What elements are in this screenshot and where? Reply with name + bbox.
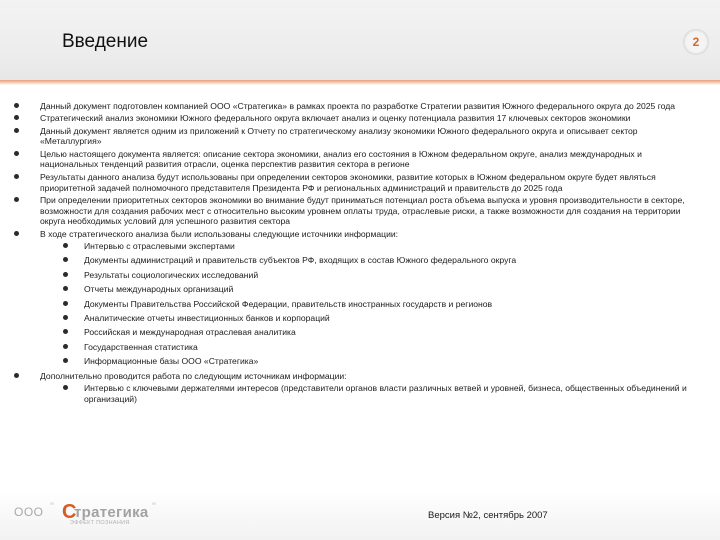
sub-bullet-icon	[63, 385, 68, 390]
bullet-item-sources	[40, 229, 690, 367]
logo-tagline: ЭФФЕКТ ПОЗНАНИЯ	[70, 520, 130, 526]
bullet-text: В ходе стратегического анализа были использованы следующие источники информации:	[40, 228, 399, 239]
additional-sublist	[40, 383, 690, 405]
sub-bullet-icon	[63, 315, 68, 320]
bullet-text: Данный документ подготовлен компанией ООО «Стратегика» в рамках проекта по разработке Стратегии развития Южного федерального округа до 2025 года	[40, 101, 676, 111]
bullet-text: При определении приоритетных секторов экономики во внимание будут приниматься потенциал роста объема выпуска и уровня производительности в секторе, возможности для создания рабочих мест с относительно высоким уровнем оплаты труда, отраслевые риски, а также возможности для создания на территории округа необходимых условий для успешного развития сектора	[40, 194, 685, 227]
bullet-icon	[14, 231, 19, 236]
bullet-icon	[14, 373, 19, 378]
sub-bullet-icon	[63, 243, 68, 248]
bullet-icon	[14, 103, 19, 108]
sub-item	[40, 299, 690, 310]
bullet-icon	[14, 115, 19, 120]
bullet-text: Целью настоящего документа является: описание сектора экономики, анализ его состояния в Южном федеральном округе, анализ международных и национальных тенденций развития отрасли, оценка перспектив развития сектора в регионе	[40, 148, 642, 170]
bullet-item	[40, 113, 690, 124]
bullet-text: Данный документ является одним из приложений к Отчету по стратегическому анализу экономики Южного федерального округа и описывает сектор «Металлургия»	[40, 125, 638, 147]
sub-bullet-icon	[63, 257, 68, 262]
sub-item	[40, 327, 690, 338]
sub-item-text: Документы Правительства Российской Федерации, правительств иностранных государств и регионов	[84, 298, 493, 309]
sub-item-text: Государственная статистика	[84, 341, 198, 352]
page-number-badge: 2	[683, 29, 709, 55]
sub-bullet-icon	[63, 358, 68, 363]
bullet-item	[40, 172, 690, 194]
sub-item-text: Интервью с ключевыми держателями интересов (представители органов власти различных ветвей и уровней, бизнеса, общественных объединений и организаций)	[84, 382, 687, 404]
bullet-icon	[14, 174, 19, 179]
sub-item-text: Отчеты международных организаций	[84, 284, 234, 295]
sub-item-text: Результаты социологических исследований	[84, 269, 259, 280]
sub-item	[40, 313, 690, 324]
logo-letter: С	[62, 501, 77, 523]
sub-item	[40, 241, 690, 252]
logo-open-quote: "	[50, 501, 54, 513]
bullet-text: Стратегический анализ экономики Южного федерального округа включает анализ и оценку потенциала развития 17 ключевых секторов экономики	[40, 113, 631, 124]
company-logo	[14, 503, 164, 527]
sub-item	[40, 270, 690, 281]
sub-item	[40, 342, 690, 353]
bullet-text: Результаты данного анализа будут использованы при определении секторов экономики, развитие которых в Южном федеральном округе будет являться приоритетной задачей полномочного представителя Президента РФ и региональных администраций и правительств до 2025 года	[40, 171, 656, 193]
bullet-item	[40, 149, 690, 171]
sub-bullet-icon	[63, 286, 68, 291]
bullet-item-additional	[40, 371, 690, 404]
logo-prefix: ООО	[14, 505, 44, 519]
sub-bullet-icon	[63, 272, 68, 277]
sub-bullet-icon	[63, 329, 68, 334]
sub-item-text: Информационные базы ООО «Стратегика»	[84, 356, 259, 367]
sources-sublist	[40, 241, 690, 368]
bullet-item	[40, 195, 690, 227]
sub-item-text: Интервью с отраслевыми экспертами	[84, 240, 235, 251]
bullet-icon	[14, 128, 19, 133]
bullet-icon	[14, 151, 19, 156]
bullet-item	[40, 101, 690, 112]
sub-item-text: Документы администраций и правительств субъектов РФ, входящих в состав Южного федерального округа	[84, 255, 517, 266]
slide-content	[40, 101, 690, 408]
sub-item	[40, 255, 690, 266]
slide-title: Введение	[62, 31, 149, 52]
bullet-text: Дополнительно проводится работа по следующим источникам информации:	[40, 370, 347, 381]
sub-item	[40, 383, 690, 405]
sub-bullet-icon	[63, 301, 68, 306]
header-divider	[0, 80, 720, 85]
sub-item	[40, 356, 690, 367]
sub-item-text: Российская и международная отраслевая аналитика	[84, 327, 296, 338]
version-label: Версия №2, сентябрь 2007	[428, 510, 548, 521]
sub-item	[40, 284, 690, 295]
bullet-icon	[14, 197, 19, 202]
sub-bullet-icon	[63, 344, 68, 349]
sub-item-text: Аналитические отчеты инвестиционных банков и корпораций	[84, 312, 330, 323]
logo-name: тратегика	[74, 504, 149, 521]
logo-close-quote: "	[152, 501, 156, 513]
bullet-item	[40, 126, 690, 148]
